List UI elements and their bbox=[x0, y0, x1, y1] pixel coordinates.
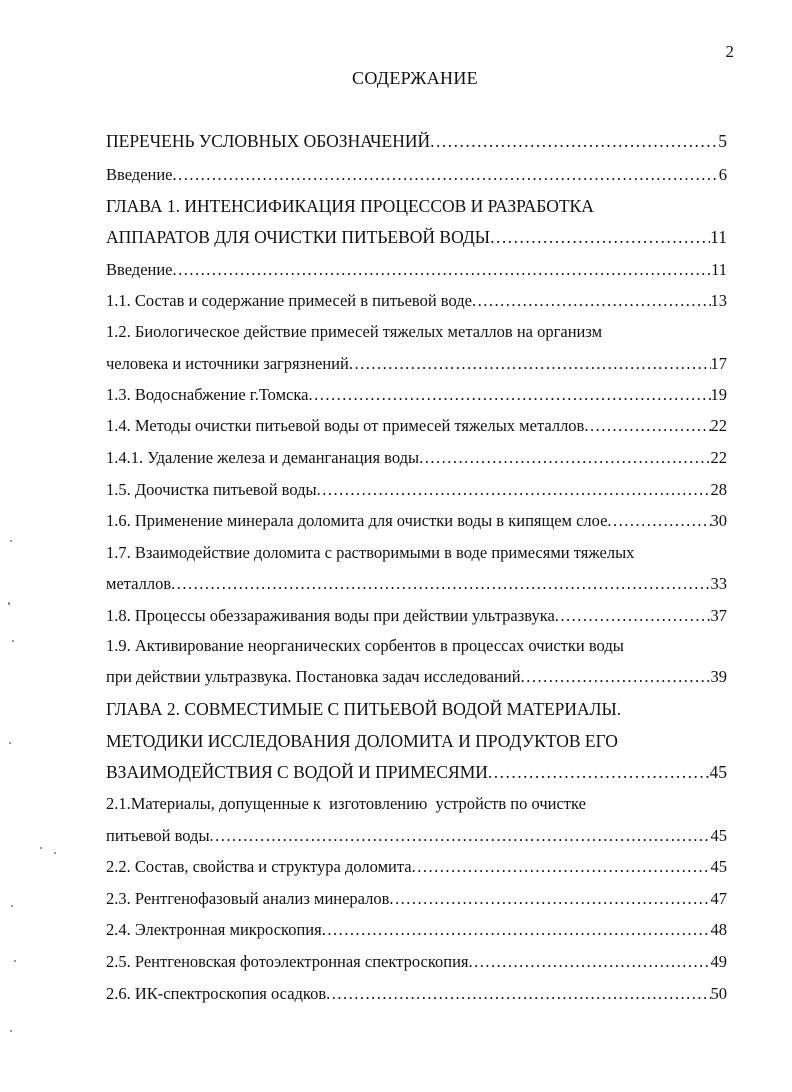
toc-entry-page: 49 bbox=[710, 952, 727, 971]
toc-entry bbox=[106, 762, 727, 783]
toc-entry-text: 2.6. ИК-спектроскопия осадков bbox=[106, 984, 327, 1003]
toc-entry-text: при действии ультразвука. Постановка задач исследований bbox=[106, 667, 521, 686]
toc-dot-leader bbox=[308, 385, 710, 405]
toc-entry bbox=[106, 667, 727, 687]
toc-entry-page: 13 bbox=[710, 291, 727, 310]
scan-speck bbox=[12, 640, 14, 642]
toc-dot-leader bbox=[555, 606, 711, 626]
toc-entry-text: 1.4.1. Удаление железа и деманганация воды bbox=[106, 448, 420, 467]
toc-entry bbox=[106, 354, 727, 374]
toc-entry-text: 1.4. Методы очистки питьевой воды от примесей тяжелых металлов bbox=[106, 416, 585, 435]
toc-entry-page: 45 bbox=[710, 857, 727, 876]
toc-entry bbox=[106, 889, 727, 909]
toc-entry bbox=[106, 291, 727, 311]
toc-entry-text: Введение bbox=[106, 165, 173, 184]
toc-entry-text: ПЕРЕЧЕНЬ УСЛОВНЫХ ОБОЗНАЧЕНИЙ bbox=[106, 131, 431, 151]
toc-entry-page: 22 bbox=[710, 416, 727, 435]
toc-entry-page: 37 bbox=[710, 606, 727, 625]
toc-entry-page: 47 bbox=[710, 889, 727, 908]
toc-entry bbox=[106, 131, 727, 152]
toc-dot-leader bbox=[173, 165, 719, 185]
toc-heading-line bbox=[106, 794, 727, 814]
toc-entry-text: 2.3. Рентгенофазовый анализ минералов bbox=[106, 889, 390, 908]
toc-entry-text: МЕТОДИКИ ИССЛЕДОВАНИЯ ДОЛОМИТА И ПРОДУКТОВ ЕГО bbox=[106, 731, 618, 751]
toc-entry-text: 2.4. Электронная микроскопия bbox=[106, 920, 322, 939]
toc-entry-text: Введение bbox=[106, 260, 173, 279]
toc-entry-page: 22 bbox=[710, 448, 727, 467]
toc-heading-line bbox=[106, 699, 727, 720]
toc-entry bbox=[106, 480, 727, 500]
toc-entry-text: 1.3. Водоснабжение г.Томска bbox=[106, 385, 309, 404]
scan-speck bbox=[40, 847, 42, 849]
toc-entry-text: 2.2. Состав, свойства и структура доломита bbox=[106, 857, 412, 876]
toc-entry-text: металлов bbox=[106, 574, 172, 593]
toc-entry-text: ВЗАИМОДЕЙСТВИЯ С ВОДОЙ И ПРИМЕСЯМИ bbox=[106, 762, 488, 782]
toc-entry bbox=[106, 165, 727, 185]
toc-entry bbox=[106, 448, 727, 468]
toc-dot-leader bbox=[430, 131, 718, 152]
toc-entry bbox=[106, 511, 727, 531]
toc-entry-page: 5 bbox=[718, 131, 727, 151]
toc-entry bbox=[106, 606, 727, 626]
toc-heading-line bbox=[106, 543, 727, 563]
toc-entry-text: 1.7. Взаимодействие доломита с растворимыми в воде примесями тяжелых bbox=[106, 543, 635, 562]
toc-entry bbox=[106, 260, 727, 280]
toc-entry-text: 1.8. Процессы обеззараживания воды при действии ультразвука bbox=[106, 606, 555, 625]
toc-dot-leader bbox=[326, 984, 710, 1004]
toc-dot-leader bbox=[412, 857, 711, 877]
toc-dot-leader bbox=[317, 480, 711, 500]
scan-speck bbox=[11, 905, 13, 907]
toc-entry-page: 28 bbox=[710, 480, 727, 499]
toc-entry-text: 1.5. Доочистка питьевой воды bbox=[106, 480, 317, 499]
toc-entry bbox=[106, 416, 727, 436]
scan-speck bbox=[54, 852, 56, 854]
toc-heading-line bbox=[106, 322, 727, 342]
toc-entry bbox=[106, 984, 727, 1004]
toc-heading-line bbox=[106, 196, 727, 217]
toc-entry bbox=[106, 857, 727, 877]
toc-dot-leader bbox=[584, 416, 710, 436]
toc-entry bbox=[106, 227, 727, 248]
toc-entry-page: 11 bbox=[711, 260, 727, 279]
toc-entry-page: 6 bbox=[718, 165, 727, 184]
toc-entry-text: АППАРАТОВ ДЛЯ ОЧИСТКИ ПИТЬЕВОЙ ВОДЫ bbox=[106, 227, 491, 247]
toc-dot-leader bbox=[349, 354, 711, 374]
toc-title: СОДЕРЖАНИЕ bbox=[352, 68, 478, 88]
toc-entry bbox=[106, 920, 727, 940]
toc-dot-leader bbox=[322, 920, 711, 940]
toc-entry-text: 1.2. Биологическое действие примесей тяжелых металлов на организм bbox=[106, 322, 603, 341]
toc-entry-page: 17 bbox=[710, 354, 727, 373]
scan-speck bbox=[10, 540, 12, 542]
toc-entry-page: 45 bbox=[709, 762, 727, 782]
toc-entry-text: питьевой воды bbox=[106, 826, 210, 845]
toc-dot-leader bbox=[488, 762, 710, 783]
toc-dot-leader bbox=[419, 448, 710, 468]
toc-dot-leader bbox=[171, 574, 710, 594]
toc-entry-page: 30 bbox=[710, 511, 727, 530]
toc-dot-leader bbox=[389, 889, 710, 909]
toc-entry bbox=[106, 826, 727, 846]
toc-heading-line bbox=[106, 636, 727, 656]
toc-entry-page: 33 bbox=[710, 574, 727, 593]
toc-entry-text: 1.9. Активирование неорганических сорбентов в процессах очистки воды bbox=[106, 636, 624, 655]
scan-speck bbox=[9, 742, 11, 744]
page-number: 2 bbox=[725, 42, 734, 61]
toc-entry-page: 48 bbox=[710, 920, 727, 939]
toc-dot-leader bbox=[469, 952, 711, 972]
toc-entry-text: 1.1. Состав и содержание примесей в питьевой воде bbox=[106, 291, 472, 310]
toc-entry-page: 45 bbox=[710, 826, 727, 845]
toc-entry-page: 39 bbox=[710, 667, 727, 686]
toc-dot-leader bbox=[490, 227, 710, 248]
scan-speck bbox=[8, 602, 10, 605]
toc-dot-leader bbox=[173, 260, 712, 280]
toc-entry-text: 2.1.Материалы, допущенные к изготовлению устройств по очистке bbox=[106, 794, 586, 813]
toc-entry-text: ГЛАВА 1. ИНТЕНСИФИКАЦИЯ ПРОЦЕССОВ И РАЗРАБОТКА bbox=[106, 196, 594, 216]
toc-entry-page: 11 bbox=[710, 227, 727, 247]
toc-entry-page: 19 bbox=[710, 385, 727, 404]
toc-dot-leader bbox=[210, 826, 711, 846]
scan-speck bbox=[14, 960, 16, 962]
scan-speck bbox=[10, 1030, 12, 1032]
toc-entry-text: 1.6. Применение минерала доломита для очистки воды в кипящем слое bbox=[106, 511, 608, 530]
toc-entry-page: 50 bbox=[710, 984, 727, 1003]
toc-entry bbox=[106, 385, 727, 405]
toc-dot-leader bbox=[607, 511, 710, 531]
toc-entry-text: 2.5. Рентгеновская фотоэлектронная спектроскопия bbox=[106, 952, 469, 971]
toc-entry bbox=[106, 574, 727, 594]
toc-heading-line bbox=[106, 731, 727, 752]
toc-dot-leader bbox=[472, 291, 711, 311]
toc-entry-text: человека и источники загрязнений bbox=[106, 354, 349, 373]
toc-dot-leader bbox=[521, 667, 711, 687]
toc-entry bbox=[106, 952, 727, 972]
toc-entry-text: ГЛАВА 2. СОВМЕСТИМЫЕ С ПИТЬЕВОЙ ВОДОЙ МАТЕРИАЛЫ. bbox=[106, 699, 622, 719]
